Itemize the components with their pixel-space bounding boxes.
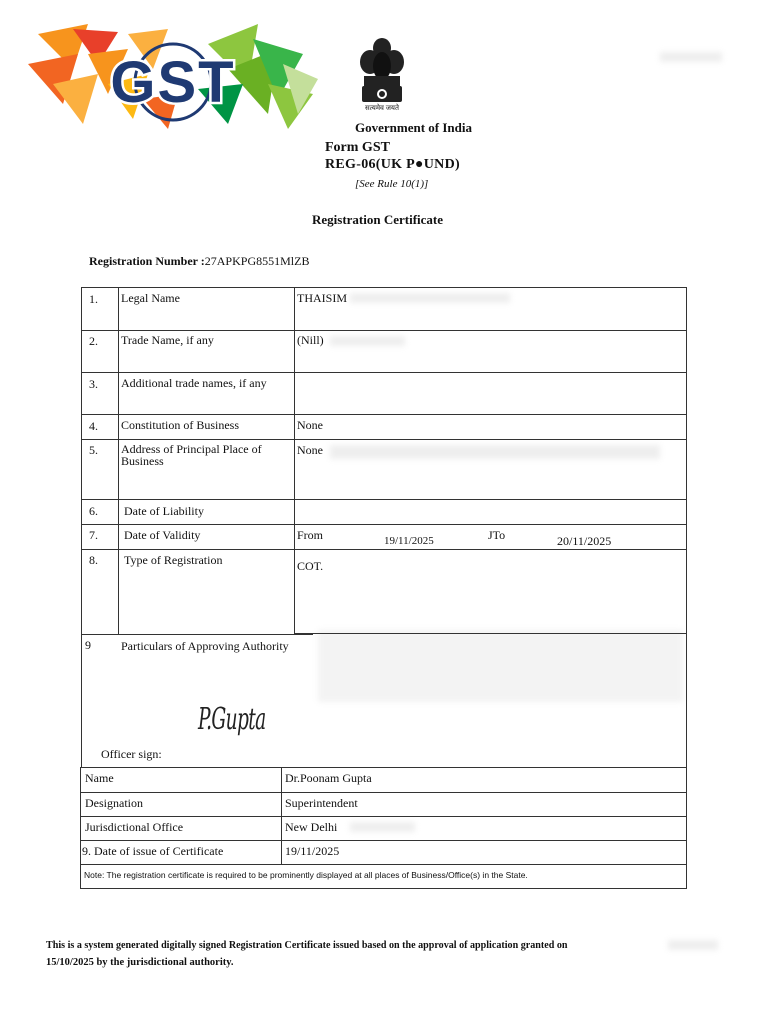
row-3-label: Additional trade names, if any xyxy=(121,376,267,390)
officer-sign-label: Officer sign: xyxy=(101,747,162,761)
row-1-value: THAISIM xyxy=(297,291,347,305)
ashoka-emblem-icon xyxy=(356,36,408,118)
rule-reference: [See Rule 10(1)] xyxy=(355,178,429,190)
row-1-label: Legal Name xyxy=(121,291,180,305)
validity-to-date: 20/11/2025 xyxy=(557,534,612,548)
issue-date-value: 19/11/2025 xyxy=(285,844,340,858)
officer-name-label: Name xyxy=(85,771,114,785)
designation-label: Designation xyxy=(85,796,143,810)
officer-name-value: Dr.Poonam Gupta xyxy=(285,771,372,785)
designation-value: Superintendent xyxy=(285,796,358,810)
row-2-number: 2. xyxy=(89,334,98,348)
row-1-number: 1. xyxy=(89,292,98,306)
footer-line-1: This is a system generated digitally signed Registration Certificate issued based on the approval of application granted on xyxy=(46,940,568,951)
row-9-label: Particulars of Approving Authority xyxy=(121,639,289,653)
jurisdiction-value: New Delhi xyxy=(285,820,338,834)
registration-label: Registration Number : xyxy=(89,254,205,268)
jurisdiction-label: Jurisdictional Office xyxy=(85,820,184,834)
registration-number xyxy=(89,254,309,269)
row-4-value: None xyxy=(297,418,323,432)
row-2-value: (Nill) xyxy=(297,333,324,347)
issue-date-label: 9. Date of issue of Certificate xyxy=(82,844,224,858)
row-8-number: 8. xyxy=(89,553,98,567)
footer-line-2: 15/10/2025 by the jurisdictional authority. xyxy=(46,957,234,968)
row-9-number: 9 xyxy=(85,638,91,652)
validity-from-date: 19/11/2025 xyxy=(384,535,434,547)
row-8-label: Type of Registration xyxy=(124,553,223,567)
row-5-number: 5. xyxy=(89,443,98,457)
row-7-label: Date of Validity xyxy=(124,528,201,542)
row-7-number: 7. xyxy=(89,528,98,542)
row-7-from-label: From xyxy=(297,528,324,542)
validity-to-label: JTo xyxy=(488,528,506,542)
row-5-label: Address of Principal Place of Business xyxy=(121,442,262,468)
government-label: Government of India xyxy=(355,120,472,135)
footer-statement xyxy=(46,937,686,971)
certificate-title: Registration Certificate xyxy=(312,212,444,227)
display-note: Note: The registration certificate is required to be prominently displayed at all places of Business/Office(s) in the State. xyxy=(84,870,528,880)
emblem-motto: सत्यमेव जयते xyxy=(365,104,399,112)
gst-logo xyxy=(28,24,318,136)
form-code: REG-06(UK P●UND) xyxy=(325,157,460,172)
registration-value: 27APKPG8551MlZB xyxy=(204,254,310,268)
row-6-number: 6. xyxy=(89,504,98,518)
officer-signature: P.Gupta xyxy=(198,702,266,737)
row-4-number: 4. xyxy=(89,419,98,433)
row-6-label: Date of Liability xyxy=(124,504,204,518)
row-8-value: COT. xyxy=(297,559,324,573)
form-label: Form GST xyxy=(325,140,390,155)
row-3-number: 3. xyxy=(89,377,98,391)
gst-logo-text: GST xyxy=(110,50,236,115)
row-4-label: Constitution of Business xyxy=(121,418,240,432)
details-table xyxy=(81,287,687,661)
row-5-value: None xyxy=(297,443,323,457)
row-2-label: Trade Name, if any xyxy=(121,333,214,347)
